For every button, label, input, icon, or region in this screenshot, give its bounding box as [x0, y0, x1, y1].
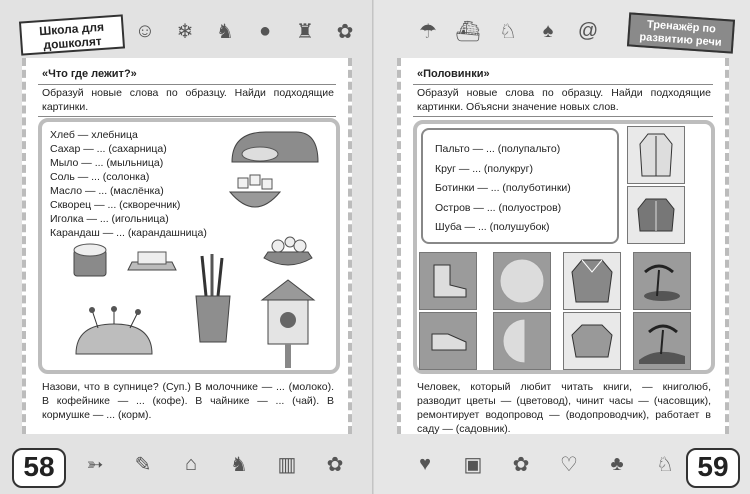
series-badge: Школа для дошколят [19, 14, 125, 55]
ladybug-icon: ✿ [336, 20, 354, 43]
word-item: Иголка — ... (игольница) [50, 213, 169, 225]
bread-box-icon [226, 126, 322, 166]
soap-dish-icon [260, 232, 316, 272]
instruction-text: Образуй новые слова по образцу. Найди подходящие картинки. Объясни значение новых слов. [417, 87, 711, 113]
left-sheet [22, 58, 352, 434]
question-text: Человек, который любит читать книги, — книголюб, разводит цветы — (цветовод), чинит часы — (часовщик), ремонтирует водопровод — (водопроводчик), работает в саду — (садовник). [417, 381, 711, 435]
divider [413, 116, 713, 117]
right-sheet [397, 58, 729, 434]
fur-coat-icon [563, 252, 621, 310]
pencil-icon: ✎ [134, 453, 152, 476]
right-bottom-icons [412, 442, 678, 486]
short-fur-coat-icon [563, 312, 621, 370]
boy-icon: ☺ [134, 19, 156, 42]
word-item: Сахар — ... (сахарница) [50, 143, 167, 155]
bunnies-icon: ♘ [656, 453, 674, 476]
divider [38, 116, 336, 117]
flower-icon: ✿ [326, 453, 344, 476]
coat-icon [627, 126, 685, 184]
half-circle-icon [493, 312, 551, 370]
exercise-frame [38, 118, 340, 374]
pumpkin-icon: ● [258, 19, 272, 42]
right-top-icons [415, 8, 601, 54]
divider [413, 84, 713, 85]
sugar-bowl-icon [226, 172, 284, 218]
bunny-icon: ♞ [216, 20, 234, 43]
word-list [50, 128, 207, 240]
word-item: Шуба — ... (полушубок) [435, 221, 550, 233]
page-number: 59 [686, 448, 740, 488]
divider [38, 84, 336, 85]
word-item: Мыло — ... (мыльница) [50, 157, 164, 169]
peninsula-icon [633, 312, 691, 370]
word-item: Круг — ... (полукруг) [435, 162, 533, 175]
half-boot-icon [419, 312, 477, 370]
strawberry-icon: ♥ [419, 452, 431, 475]
rain-cloud-icon: ☂ [419, 20, 437, 43]
left-top-icons [132, 8, 358, 54]
word-item: Скворец — ... (скворечник) [50, 199, 181, 211]
heart-icon: ♡ [560, 453, 578, 476]
snail-icon: @ [577, 19, 599, 42]
word-item: Пальто — ... (полупальто) [435, 143, 561, 155]
exercise-title: «Что где лежит?» [42, 68, 137, 80]
tree-icon: ♣ [610, 452, 624, 475]
page-number: 58 [12, 448, 66, 488]
circle-icon [493, 252, 551, 310]
birdhouse-icon [258, 278, 318, 370]
word-item: Остров — ... (полуостров) [435, 201, 562, 214]
half-coat-icon [627, 186, 685, 244]
accordion-icon: ▥ [277, 453, 297, 476]
word-item: Ботинки — ... (полуботинки) [435, 182, 571, 194]
question-text: Назови, что в супнице? (Суп.) В молочнике — ... (молоко). В кофейнике — ... (кофе). В чайнике — ... (чай). В кормушке — ... (корм). [42, 381, 334, 421]
exercise-title: «Половинки» [417, 68, 490, 80]
butter-dish-icon [126, 248, 178, 276]
mushroom-icon: ♠ [542, 19, 554, 42]
snowflake-icon: ❄ [176, 20, 194, 43]
backpack-icon: ▣ [463, 453, 483, 476]
word-list [435, 140, 571, 238]
exercise-frame [413, 120, 715, 374]
trainer-badge: Тренажёр по развитию речи [627, 12, 735, 53]
boot-icon [419, 252, 477, 310]
salt-cellar-icon [70, 240, 110, 280]
word-item: Карандаш — ... (карандашница) [50, 227, 207, 239]
bear-icon: ♞ [230, 453, 248, 476]
left-bottom-icons [82, 442, 348, 486]
word-item: Хлеб — хлебница [50, 129, 138, 141]
fish-icon: ➳ [86, 453, 104, 476]
island-icon [633, 252, 691, 310]
word-item: Масло — ... (маслёнка) [50, 185, 164, 197]
birdhouse-icon: ⌂ [184, 452, 198, 475]
pencil-cup-icon [188, 252, 238, 346]
instruction-text: Образуй новые слова по образцу. Найди подходящие картинки. [42, 87, 334, 113]
ship-icon: ⛴ [455, 20, 481, 43]
dog-icon: ♘ [499, 20, 517, 43]
word-item: Соль — ... (солонка) [50, 171, 150, 183]
rooster-icon: ♜ [296, 20, 314, 43]
flower-icon: ✿ [512, 453, 530, 476]
pincushion-icon [72, 306, 156, 362]
